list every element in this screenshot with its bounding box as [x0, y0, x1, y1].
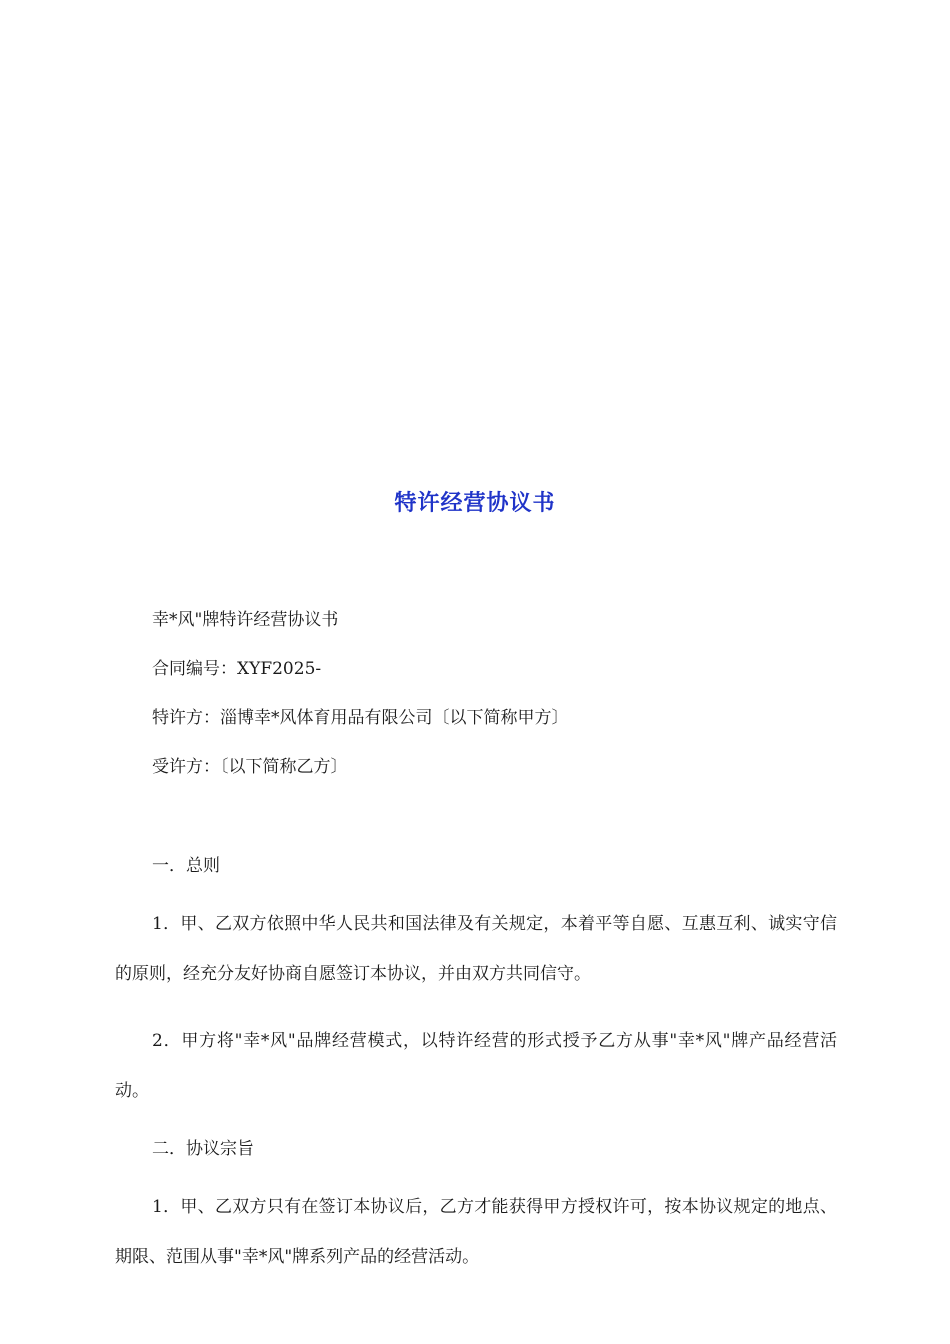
paragraph: 1．甲、乙双方依照中华人民共和国法律及有关规定，本着平等自愿、互惠互利、诚实守信的原则，经充分友好协商自愿签订本协议，并由双方共同信守。	[115, 914, 837, 984]
header-line-franchisor: 特许方：淄博幸*风体育用品有限公司〔以下简称甲方〕	[152, 708, 569, 728]
paragraph: 2．甲方将"幸*风"品牌经营模式，以特许经营的形式授予乙方从事"幸*风"牌产品经营活动。	[115, 1031, 837, 1101]
document-body	[115, 604, 837, 1299]
header-line-franchisee: 受许方：〔以下简称乙方〕	[152, 757, 348, 777]
section-heading-purpose: 二．协议宗旨	[152, 1139, 254, 1159]
document-title: 特许经营协议书	[394, 491, 556, 516]
section-heading-general: 一．总则	[152, 856, 220, 876]
spacer	[115, 800, 837, 850]
header-line-brand: 幸*风"牌特许经营协议书	[152, 610, 339, 630]
header-line-contract-number: 合同编号：XYF2025-	[152, 659, 322, 679]
paragraph: 1．甲、乙双方只有在签订本协议后，乙方才能获得甲方授权许可，按本协议规定的地点、期限、范围从事"幸*风"牌系列产品的经营活动。	[115, 1197, 837, 1267]
